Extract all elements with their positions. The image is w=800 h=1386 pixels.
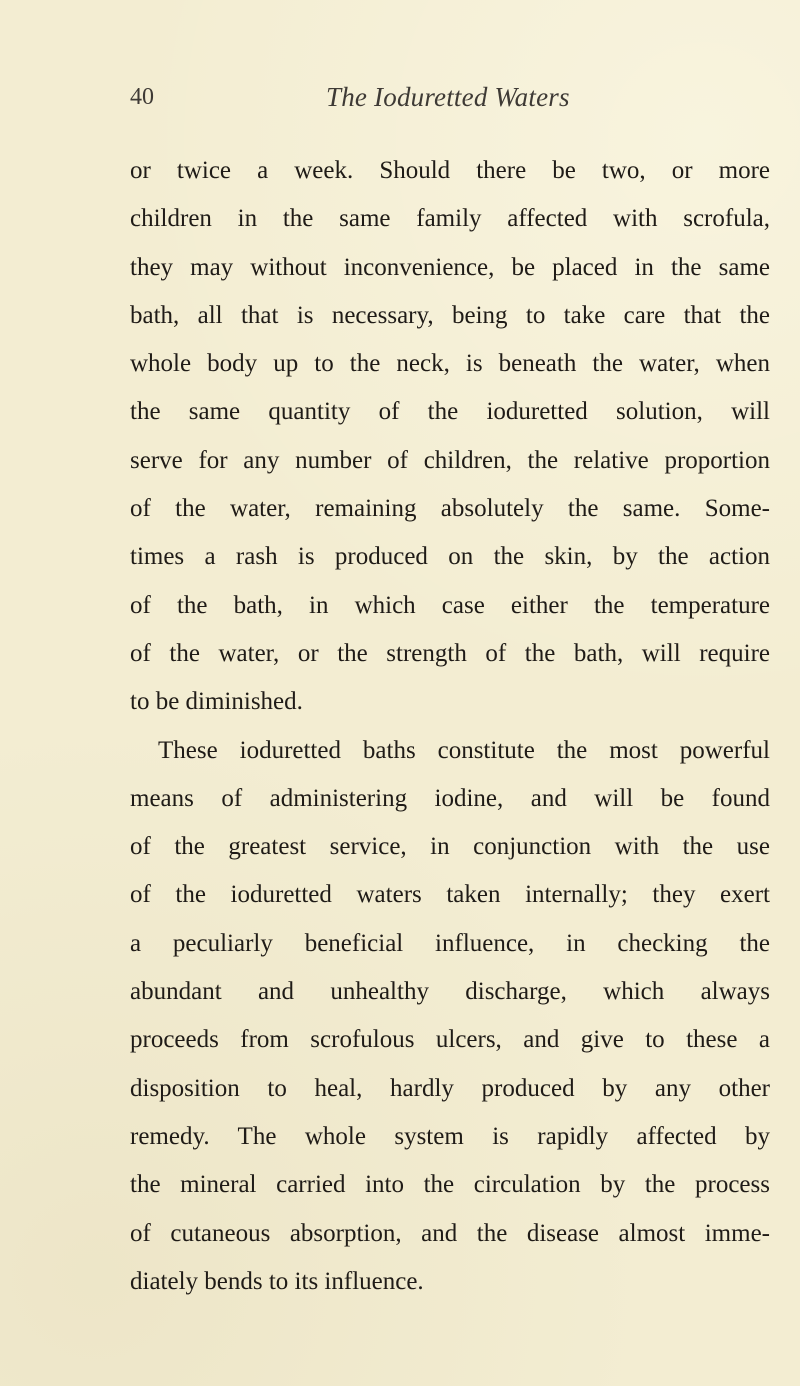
text-line: whole body up to the neck, is beneath the water, when xyxy=(130,350,770,378)
text-line: means of administering iodine, and will be found xyxy=(130,784,770,812)
running-head xyxy=(130,82,770,118)
text-line: of the greatest service, in conjunction with the use xyxy=(130,833,770,861)
text-line: the same quantity of the ioduretted solution, will xyxy=(130,398,770,426)
text-line: of the water, or the strength of the bath, will require xyxy=(130,639,770,667)
text-line: remedy. The whole system is rapidly affected by xyxy=(130,1122,770,1150)
text-line: of cutaneous absorption, and the disease almost imme- xyxy=(130,1219,770,1247)
running-title: The Ioduretted Waters xyxy=(326,82,570,112)
paragraph-start-line: These ioduretted baths constitute the most powerful xyxy=(158,736,770,764)
text-line: abundant and unhealthy discharge, which always xyxy=(130,978,770,1006)
text-line: of the water, remaining absolutely the same. Some- xyxy=(130,495,770,523)
text-line: children in the same family affected with scrofula, xyxy=(130,205,770,233)
page-number: 40 xyxy=(130,84,154,110)
text-line: the mineral carried into the circulation by the process xyxy=(130,1171,770,1199)
text-line: they may without inconvenience, be placed in the same xyxy=(130,253,770,281)
text-line: proceeds from scrofulous ulcers, and give to these a xyxy=(130,1026,770,1054)
text-line: serve for any number of children, the relative proportion xyxy=(130,446,770,474)
body-text xyxy=(130,147,770,1306)
paragraph-end-line: to be diminished. xyxy=(130,688,303,716)
paragraph-end-line: diately bends to its influence. xyxy=(130,1267,424,1295)
text-line: of the bath, in which case either the temperature xyxy=(130,591,770,619)
text-line: of the ioduretted waters taken internally; they exert xyxy=(130,881,770,909)
text-line: times a rash is produced on the skin, by the action xyxy=(130,543,770,571)
text-line: bath, all that is necessary, being to take care that the xyxy=(130,301,770,329)
text-line: or twice a week. Should there be two, or more xyxy=(130,157,770,184)
text-line: a peculiarly beneficial influence, in checking the xyxy=(130,929,770,957)
text-line: disposition to heal, hardly produced by any other xyxy=(130,1074,770,1102)
